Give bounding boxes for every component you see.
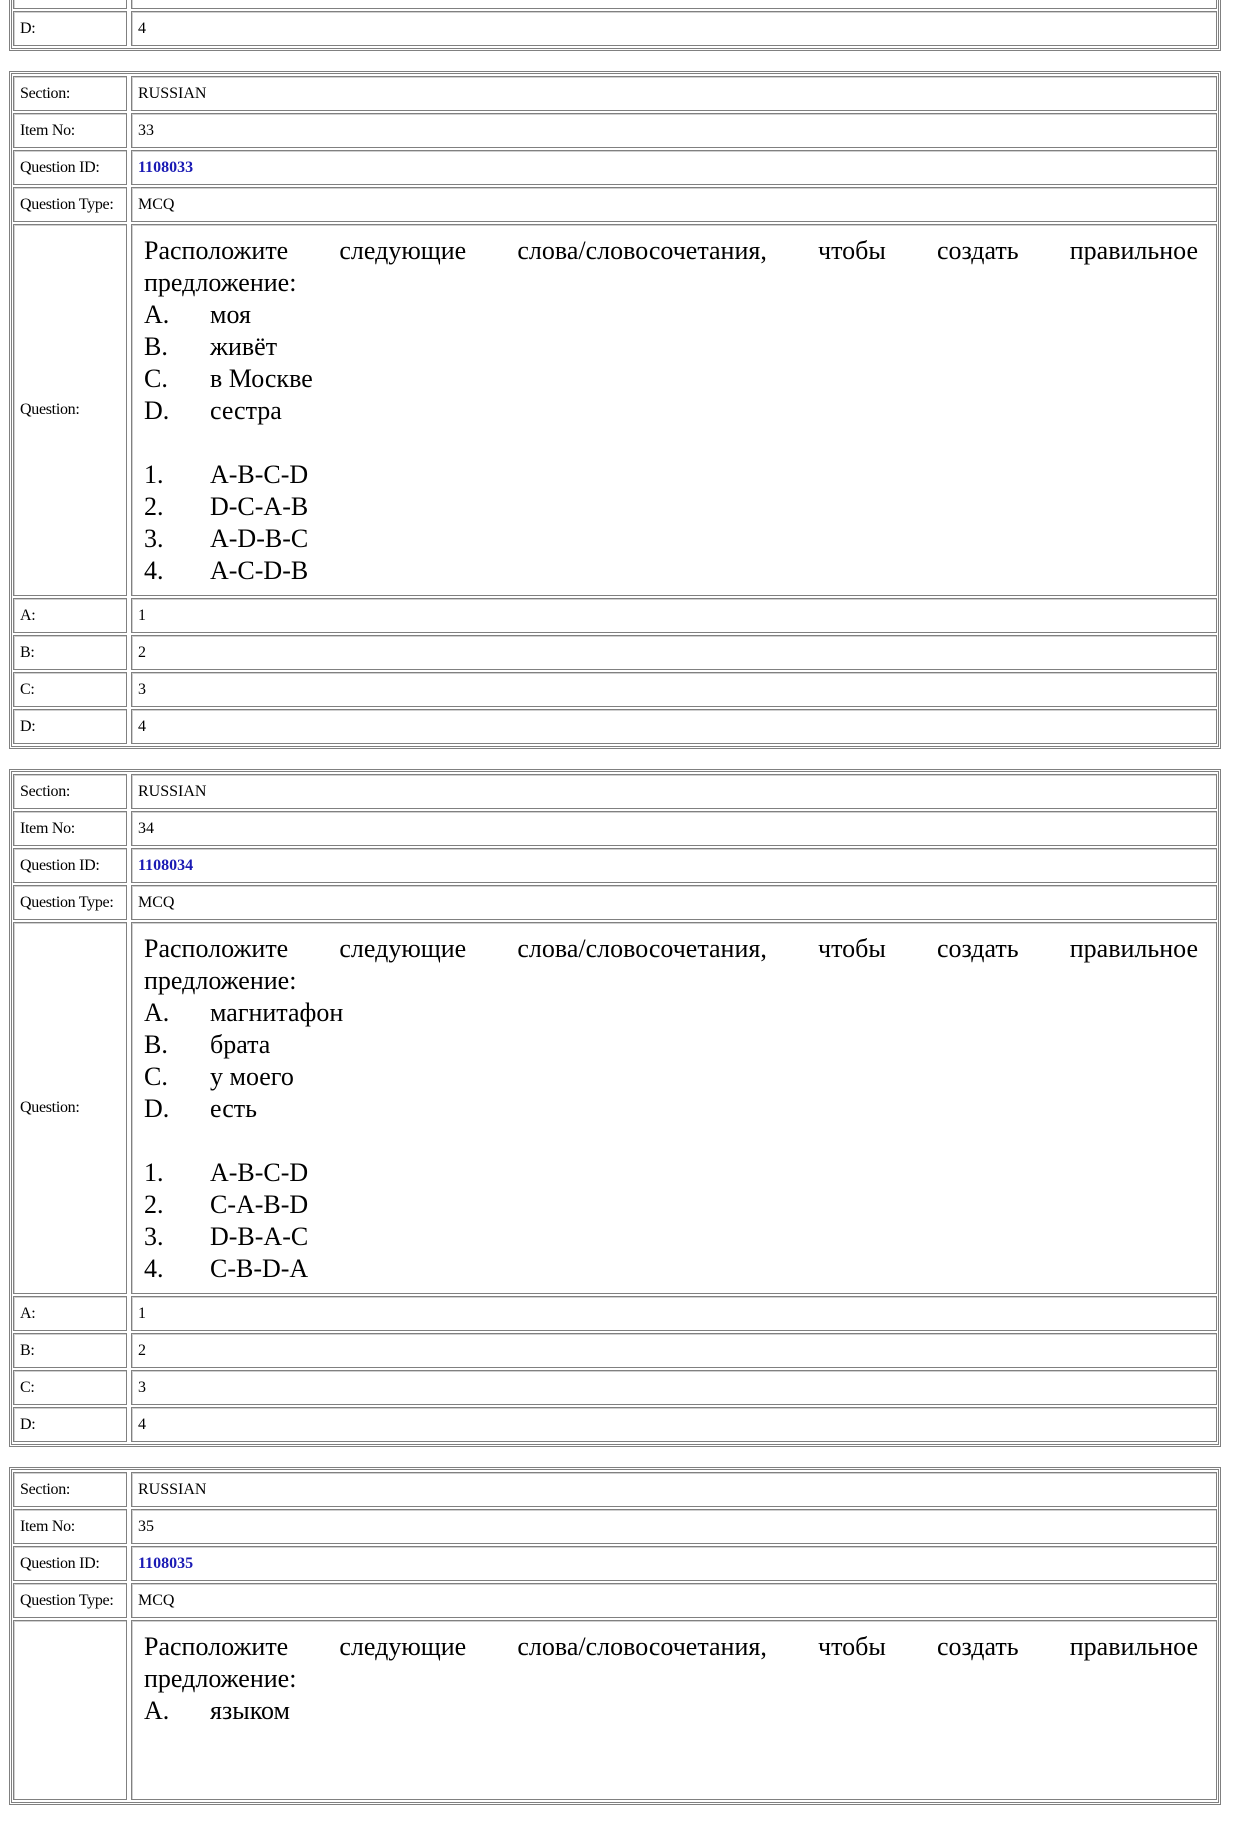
choice-item [144, 1221, 1198, 1253]
choice-item [144, 1253, 1198, 1285]
option-a-label: A: [13, 598, 127, 633]
question-row [13, 224, 1217, 596]
option-c-row [13, 672, 1217, 707]
item-no-row [13, 811, 1217, 846]
question-type-row [13, 187, 1217, 222]
item-no-row [13, 113, 1217, 148]
question-id-label: Question ID: [13, 1546, 127, 1581]
question-table-35 [9, 1467, 1221, 1805]
choice-item [144, 1157, 1198, 1189]
option-b-label: B: [13, 635, 127, 670]
option-a-row [13, 1296, 1217, 1331]
word-item [144, 299, 1198, 331]
word-item [144, 997, 1198, 1029]
question-prompt-line1: Расположите следующие слова/словосочетания, чтобы создать правильное [144, 1632, 1198, 1661]
word-item [144, 1061, 1198, 1093]
word-text: у моего [210, 1062, 294, 1091]
question-id-row [13, 1546, 1217, 1581]
option-b-row [13, 1333, 1217, 1368]
question-table-prev [9, 0, 1221, 51]
section-value: RUSSIAN [131, 774, 1217, 809]
question-type-value: MCQ [131, 187, 1217, 222]
question-type-label: Question Type: [13, 187, 127, 222]
option-d-value: 4 [131, 709, 1217, 744]
question-id-label: Question ID: [13, 150, 127, 185]
question-document [9, 0, 1221, 1825]
item-no-label: Item No: [13, 113, 127, 148]
choice-key: 2. [144, 492, 164, 521]
section-label: Section: [13, 1472, 127, 1507]
word-key: B. [144, 332, 168, 361]
choice-item [144, 491, 1198, 523]
option-a-label: A: [13, 1296, 127, 1331]
word-key: C. [144, 1062, 168, 1091]
word-key: B. [144, 1030, 168, 1059]
word-key: C. [144, 364, 168, 393]
item-no-value: 34 [131, 811, 1217, 846]
question-prompt-line2: предложение: [144, 1664, 297, 1693]
choice-key: 4. [144, 556, 164, 585]
word-key: A. [144, 1696, 170, 1725]
option-c-row [13, 1370, 1217, 1405]
option-a-row [13, 598, 1217, 633]
question-body [131, 922, 1217, 1294]
option-d-row [13, 1407, 1217, 1442]
word-text: языком [210, 1696, 290, 1725]
question-id-label: Question ID: [13, 848, 127, 883]
question-row [13, 1620, 1217, 1800]
question-id-value [131, 1546, 1217, 1581]
word-item [144, 1029, 1198, 1061]
question-id-row [13, 150, 1217, 185]
question-row [13, 922, 1217, 1294]
choice-text: C-B-D-A [210, 1254, 309, 1283]
option-b-row [13, 635, 1217, 670]
choice-key: 3. [144, 1222, 164, 1251]
choice-text: C-A-B-D [210, 1190, 309, 1219]
choice-key: 1. [144, 460, 164, 489]
word-text: моя [210, 300, 251, 329]
word-item [144, 1695, 1198, 1727]
choice-key: 1. [144, 1158, 164, 1187]
choice-text: A-D-B-C [210, 524, 309, 553]
option-b-value: 2 [131, 635, 1217, 670]
item-no-label: Item No: [13, 811, 127, 846]
option-c-label: C: [13, 1370, 127, 1405]
question-id-link[interactable]: 1108034 [138, 856, 194, 874]
question-label [13, 1620, 127, 1800]
question-prompt-line1: Расположите следующие слова/словосочетания, чтобы создать правильное [144, 236, 1198, 265]
question-label: Question: [13, 224, 127, 596]
option-d-value: 4 [131, 11, 1217, 46]
choice-text: A-C-D-B [210, 556, 309, 585]
question-id-value [131, 848, 1217, 883]
word-text: брата [210, 1030, 271, 1059]
option-d-label: D: [13, 1407, 127, 1442]
item-no-row [13, 1509, 1217, 1544]
item-no-label: Item No: [13, 1509, 127, 1544]
question-table-34 [9, 769, 1221, 1447]
word-key: A. [144, 300, 170, 329]
choice-item [144, 555, 1198, 587]
item-no-value: 35 [131, 1509, 1217, 1544]
word-key: D. [144, 1094, 170, 1123]
question-type-value: MCQ [131, 885, 1217, 920]
word-key: A. [144, 998, 170, 1027]
option-d-value: 4 [131, 1407, 1217, 1442]
option-c-value [131, 0, 1217, 9]
word-item [144, 331, 1198, 363]
question-prompt-line1: Расположите следующие слова/словосочетания, чтобы создать правильное [144, 934, 1198, 963]
option-c-value: 3 [131, 1370, 1217, 1405]
section-value: RUSSIAN [131, 76, 1217, 111]
word-item [144, 363, 1198, 395]
word-item [144, 1093, 1198, 1125]
word-item [144, 395, 1198, 427]
choice-text: A-B-C-D [210, 1158, 309, 1187]
choice-item [144, 1189, 1198, 1221]
section-label: Section: [13, 76, 127, 111]
word-text: есть [210, 1094, 257, 1123]
choice-key: 3. [144, 524, 164, 553]
word-text: магнитафон [210, 998, 344, 1027]
question-type-label: Question Type: [13, 1583, 127, 1618]
section-row [13, 774, 1217, 809]
word-text: в Москве [210, 364, 313, 393]
choice-key: 4. [144, 1254, 164, 1283]
option-a-value: 1 [131, 1296, 1217, 1331]
option-b-label: B: [13, 1333, 127, 1368]
option-d-row [13, 11, 1217, 46]
option-c-label [13, 0, 127, 9]
option-c-label: C: [13, 672, 127, 707]
item-no-value: 33 [131, 113, 1217, 148]
choice-item [144, 523, 1198, 555]
option-d-label: D: [13, 709, 127, 744]
question-body [131, 1620, 1217, 1800]
word-key: D. [144, 396, 170, 425]
word-text: сестра [210, 396, 282, 425]
question-table-33 [9, 71, 1221, 749]
choice-item [144, 459, 1198, 491]
choice-key: 2. [144, 1190, 164, 1219]
choice-text: A-B-C-D [210, 460, 309, 489]
question-type-label: Question Type: [13, 885, 127, 920]
option-d-label: D: [13, 11, 127, 46]
option-b-value: 2 [131, 1333, 1217, 1368]
question-type-value: MCQ [131, 1583, 1217, 1618]
question-type-row [13, 1583, 1217, 1618]
choice-text: D-B-A-C [210, 1222, 309, 1251]
question-prompt-line2: предложение: [144, 268, 297, 297]
section-row [13, 1472, 1217, 1507]
question-body [131, 224, 1217, 596]
section-value: RUSSIAN [131, 1472, 1217, 1507]
question-label: Question: [13, 922, 127, 1294]
choice-text: D-C-A-B [210, 492, 309, 521]
question-id-link[interactable]: 1108035 [138, 1554, 194, 1572]
question-id-value [131, 150, 1217, 185]
option-c-value: 3 [131, 672, 1217, 707]
section-row [13, 76, 1217, 111]
option-c-row [13, 0, 1217, 9]
option-a-value: 1 [131, 598, 1217, 633]
question-id-row [13, 848, 1217, 883]
word-text: живёт [210, 332, 278, 361]
option-d-row [13, 709, 1217, 744]
section-label: Section: [13, 774, 127, 809]
question-prompt-line2: предложение: [144, 966, 297, 995]
question-type-row [13, 885, 1217, 920]
question-id-link[interactable]: 1108033 [138, 158, 194, 176]
